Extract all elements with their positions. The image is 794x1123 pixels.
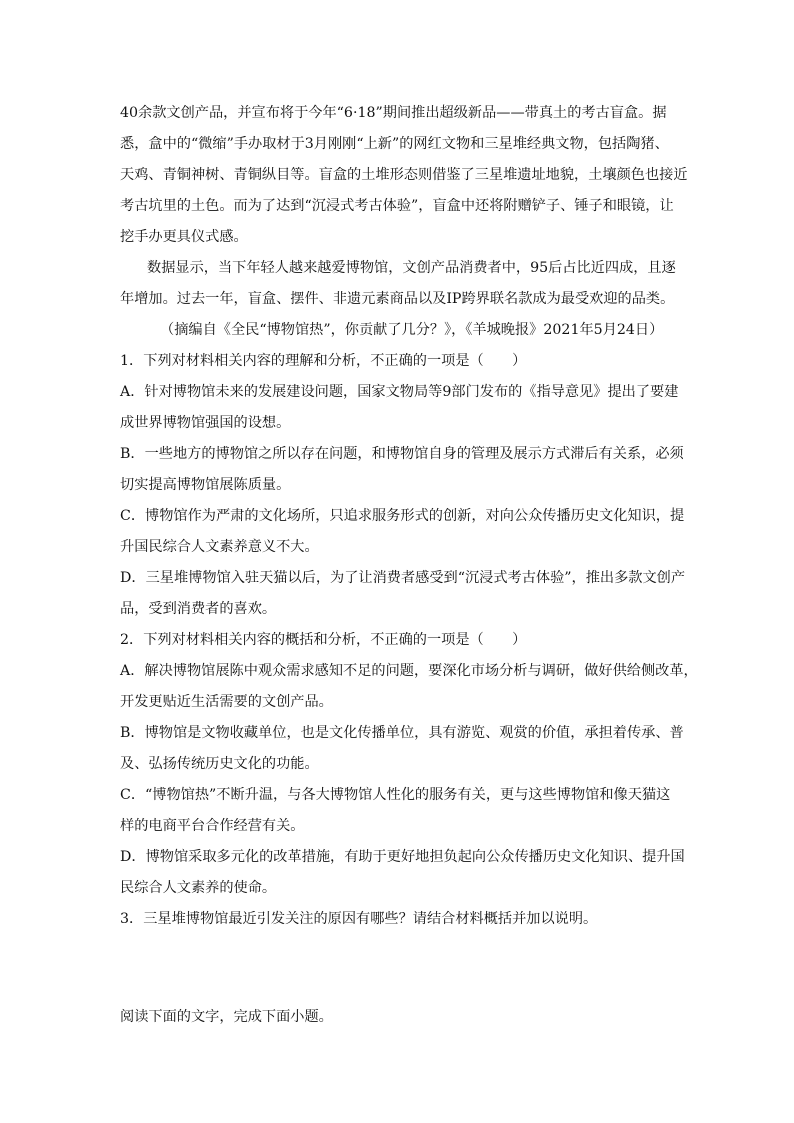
question-1-option-d: D．三星堆博物馆入驻天猫以后，为了让消费者感受到“沉浸式考古体验”，推出多款文创产 [120, 570, 686, 586]
passage-line: 天鸡、青铜神树、青铜纵目等。盲盒的土堆形态则借鉴了三星堆遗址地貌，土壤颜色也接近 [120, 167, 688, 183]
passage-line: 数据显示，当下年轻人越来越爱博物馆，文创产品消费者中，95后占比近四成，且逐 [147, 260, 676, 276]
question-1-option-b: B．一些地方的博物馆之所以存在问题，和博物馆自身的管理及展示方式滞后有关系，必须 [120, 446, 684, 462]
question-2-option-a: A．解决博物馆展陈中观众需求感知不足的问题，要深化市场分析与调研，做好供给侧改革， [120, 663, 698, 679]
question-2-option-d: 民综合人文素养的使命。 [120, 880, 277, 896]
passage-line: 年增加。过去一年，盲盒、摆件、非遗元素商品以及IP跨界联名款成为最受欢迎的品类。 [120, 291, 675, 307]
question-1-option-d: 品，受到消费者的喜欢。 [120, 601, 277, 617]
question-2-option-c: C．“博物馆热”不断升温，与各大博物馆人性化的服务有关，更与这些博物馆和像天猫这 [120, 787, 671, 803]
question-2-option-d: D．博物馆采取多元化的改革措施，有助于更好地担负起向公众传播历史文化知识、提升国 [120, 849, 685, 865]
next-section-instruction: 阅读下面的文字，完成下面小题。 [120, 1009, 333, 1025]
passage-source: （摘编自《全民“博物馆热”，你贡献了几分？》，《羊城晚报》2021年5月24日） [160, 322, 664, 338]
question-2-option-b: 及、弘扬传统历史文化的功能。 [120, 756, 319, 772]
question-1-option-a: 成世界博物馆强国的设想。 [120, 415, 291, 431]
question-2-option-b: B．博物馆是文物收藏单位，也是文化传播单位，具有游览、观赏的价值，承担着传承、普 [120, 725, 684, 741]
question-1-option-a: A．针对博物馆未来的发展建设问题，国家文物局等9部门发布的《指导意见》提出了要建 [120, 384, 679, 400]
question-2-stem: 2．下列对材料相关内容的概括和分析，不正确的一项是（ ） [120, 632, 527, 648]
question-1-stem: 1．下列对材料相关内容的理解和分析，不正确的一项是（ ） [120, 353, 527, 369]
question-2-option-a: 开发更贴近生活需要的文创产品。 [120, 694, 333, 710]
passage-line: 悉，盒中的“微缩”手办取材于3月刚刚“上新”的网红文物和三星堆经典文物，包括陶猪、 [120, 136, 669, 152]
passage-line: 40余款文创产品，并宣布将于今年“6·18”期间推出超级新品——带真土的考古盲盒。据 [120, 105, 667, 121]
passage-line: 挖手办更具仪式感。 [120, 229, 248, 245]
question-3-stem: 3．三星堆博物馆最近引发关注的原因有哪些？请结合材料概括并加以说明。 [120, 911, 598, 927]
question-1-option-c: C．博物馆作为严肃的文化场所，只追求服务形式的创新，对向公众传播历史文化知识，提 [120, 508, 685, 524]
question-1-option-b: 切实提高博物馆展陈质量。 [120, 477, 291, 493]
question-2-option-c: 样的电商平台合作经营有关。 [120, 818, 305, 834]
question-1-option-c: 升国民综合人文素养意义不大。 [120, 539, 319, 555]
passage-line: 考古坑里的土色。而为了达到“沉浸式考古体验”，盲盒中还将附赠铲子、锤子和眼镜，让 [120, 198, 674, 214]
